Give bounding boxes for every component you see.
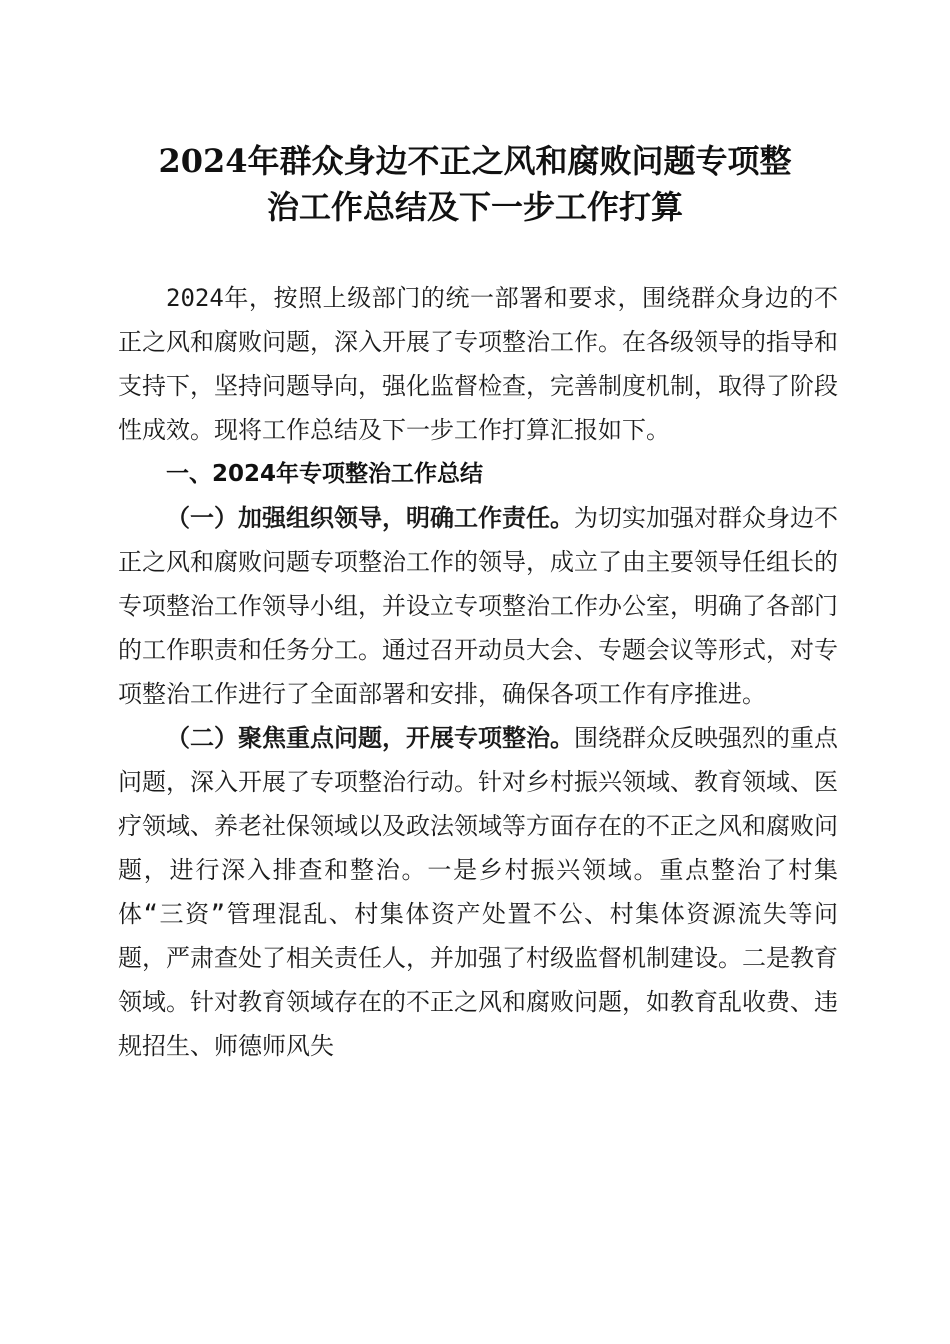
subsection-title-1: （一）加强组织领导，明确工作责任。: [166, 504, 574, 532]
title-line-2: 治工作总结及下一步工作打算: [266, 188, 683, 226]
subsection-text-2: 围绕群众反映强烈的重点问题，深入开展了专项整治行动。针对乡村振兴领域、教育领域、医疗领域、养老社保领域以及政法领域等方面存在的不正之风和腐败问题，进行深入排查和整治。一是乡村振兴领域。重点整治了村集体“三资”管理混乱、村集体资产处置不公、村集体资源流失等问题，严肃查处了相关责任人，并加强了村级监督机制建设。二是教育领域。针对教育领域存在的不正之风和腐败问题，如教育乱收费、违规招生、师德师风失: [118, 724, 838, 1060]
section-heading-1: 一、2024年专项整治工作总结: [166, 461, 484, 487]
document-body: [118, 276, 838, 1068]
subsection-paragraph-2: [118, 716, 838, 1068]
subsection-title-2: （二）聚焦重点问题，开展专项整治。: [166, 724, 574, 752]
document-title: [100, 138, 850, 230]
title-line-1: 2024年群众身边不正之风和腐败问题专项整: [158, 142, 792, 180]
subsection-text-1: 为切实加强对群众身边不正之风和腐败问题专项整治工作的领导，成立了由主要领导任组长的专项整治工作领导小组，并设立专项整治工作办公室，明确了各部门的工作职责和任务分工。通过召开动员大会、专题会议等形式，对专项整治工作进行了全面部署和安排，确保各项工作有序推进。: [118, 504, 838, 708]
intro-paragraph: 2024年，按照上级部门的统一部署和要求，围绕群众身边的不正之风和腐败问题，深入开展了专项整治工作。在各级领导的指导和支持下，坚持问题导向，强化监督检查，完善制度机制，取得了阶段性成效。现将工作总结及下一步工作打算汇报如下。: [118, 284, 838, 444]
subsection-paragraph-1: [118, 496, 838, 716]
